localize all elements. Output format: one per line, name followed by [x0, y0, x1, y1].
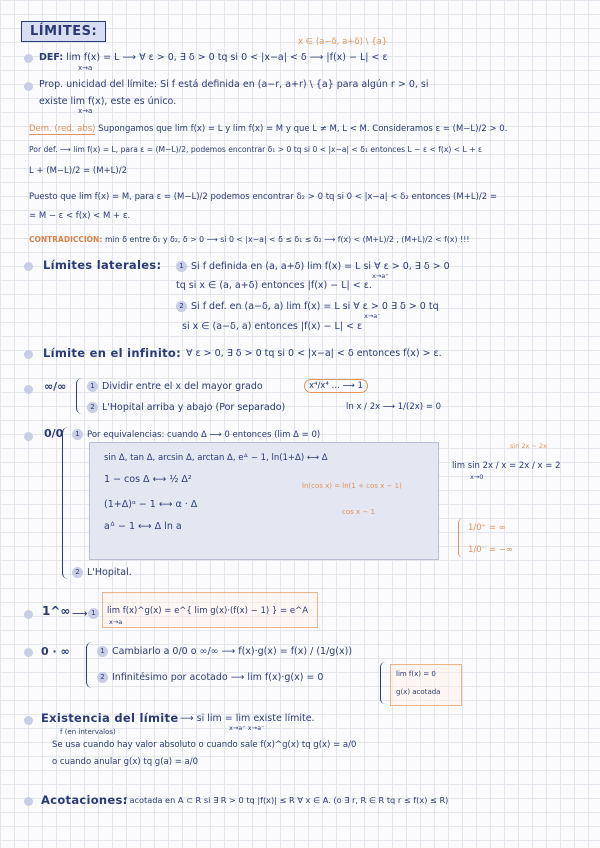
inf-inf-result1: x⁴/x⁴ … ⟶ 1 — [304, 379, 368, 393]
existencia-line2: Se usa cuando hay valor absoluto o cuando sale f(x)^g(x) tq g(x) = a/0 — [52, 740, 357, 750]
inf-inf-result2: ln x / 2x ⟶ 1/(2x) = 0 — [346, 402, 442, 412]
zero-inf-item1: Cambiarlo a 0/0 o ∞/∞ ⟶ f(x)·g(x) = f(x) / (1/g(x)) — [112, 646, 353, 657]
laterales-item2a: Si f def. en (a−δ, a) lim f(x) = L si ∀ ε > 0 ∃ δ > 0 tq — [191, 301, 439, 312]
one-inf-label: 1^∞ — [42, 604, 71, 618]
inf-inf-num-2: 2 — [87, 402, 98, 413]
laterales-item1b: tq si x ∈ (a, a+δ) entonces |f(x) − L| < ε. — [176, 280, 372, 291]
zero-zero-num-1: 1 — [72, 429, 83, 440]
laterales-num-1: 1 — [176, 261, 187, 272]
dem-line1: Supongamos que lim f(x) = L y lim f(x) = M y que L ≠ M, L < M. Consideramos ε = (M−L)/2 > 0. — [98, 124, 508, 134]
zero-zero-label: 0/0 — [44, 427, 64, 440]
zero-zero-brace — [62, 427, 69, 579]
one-inf-arrow: ⟶ — [72, 607, 88, 620]
prop-line2: existe lim f(x), este es único. — [39, 96, 177, 107]
zero-inf-num-2: 2 — [97, 672, 108, 683]
equiv-line1: sin Δ, tan Δ, arcsin Δ, arctan Δ, eᐞ − 1, ln(1+Δ) ⟷ Δ — [104, 453, 328, 463]
acotaciones-heading: Acotaciones: — [41, 793, 128, 807]
zero-inf-box-line1: lim f(x) = 0 — [396, 670, 436, 678]
laterales-num-2: 2 — [176, 301, 187, 312]
laterales-heading: Límites laterales: — [43, 258, 162, 272]
dem-label: Dem. (red. abs) — [29, 124, 96, 134]
existencia-line3: o cuando anular g(x) tq g(a) = a/0 — [52, 757, 199, 767]
zero-zero-item1: Por equivalencias: cuando Δ ⟶ 0 entonces (lim Δ = 0) — [87, 430, 321, 440]
acotaciones-bullet — [24, 797, 33, 806]
laterales-bullet — [24, 262, 33, 271]
right-sub: x→0 — [470, 473, 484, 481]
def-label: DEF: — [39, 52, 64, 63]
dem-line5: = M − ε < f(x) < M + ε. — [29, 211, 131, 221]
prop-bullet — [24, 82, 33, 91]
def-note: x ∈ (a−δ, a+δ) \ {a} — [298, 37, 388, 47]
inf-note1: 1/0⁺ = ∞ — [468, 523, 506, 533]
one-inf-sub: x→a — [109, 618, 123, 626]
inf-inf-item1: Dividir entre el x del mayor grado — [102, 381, 263, 392]
dem-line3: L + (M−L)/2 = (M+L)/2 — [29, 166, 127, 176]
zero-zero-bullet — [24, 432, 33, 441]
zero-inf-brace — [86, 642, 93, 688]
zero-inf-right-brace — [380, 662, 386, 704]
right-example: lim sin 2x / x = 2x / x = 2 — [452, 461, 561, 471]
zero-inf-label: 0 · ∞ — [41, 645, 70, 658]
def-sub: x→a — [78, 64, 93, 72]
zero-inf-item2: Infinitésimo por acotado ⟶ lim f(x)·g(x) = 0 — [112, 672, 324, 683]
zero-zero-num-2: 2 — [72, 567, 83, 578]
inf-inf-item2: L'Hopital arriba y abajo (Por separado) — [102, 402, 286, 413]
laterales-item1a: Si f definida en (a, a+δ) lim f(x) = L si ∀ ε > 0, ∃ δ > 0 — [191, 261, 450, 272]
prop-line1: Prop. unicidad del límite: Si f está definida en (a−r, a+r) \ {a} para algún r > 0, si — [39, 79, 429, 90]
equiv-line2: 1 − cos Δ ⟷ ½ Δ² — [104, 474, 192, 485]
inf-inf-num-1: 1 — [87, 381, 98, 392]
contradiction-label: CONTRADICCIÓN: — [29, 235, 103, 244]
existencia-bullet — [24, 716, 33, 725]
existencia-note: f (en intervalos) — [60, 728, 116, 736]
def-bullet — [24, 54, 33, 63]
one-inf-bullet — [24, 610, 33, 619]
zero-inf-bullet — [24, 648, 33, 657]
one-inf-num-1: 1 — [88, 608, 99, 619]
dem-line4: Puesto que lim f(x) = M, para ε = (M−L)/2 podemos encontrar δ₂ > 0 tq si 0 < |x−a| < δ₂ entonces (M+L)/2 = — [29, 192, 497, 202]
equiv-line4: aᐞ − 1 ⟷ Δ ln a — [104, 521, 182, 532]
acotaciones-text: f acotada en A ⊂ R si ∃ R > 0 tq |f(x)| ≤ R ∀ x ∈ A. (o ∃ r, R ∈ R tq r ≤ f(x) ≤ R) — [124, 795, 449, 805]
equiv-side1: ln(cos x) = ln(1 + cos x − 1) — [302, 482, 402, 490]
one-inf-formula: lim f(x)^g(x) = e^{ lim g(x)·(f(x) − 1) } = e^A — [107, 606, 309, 616]
existencia-text: ⟶ si lim = lim existe límite. — [180, 713, 315, 724]
equiv-line3: (1+Δ)ᵅ − 1 ⟷ α · Δ — [104, 499, 198, 510]
zero-inf-num-1: 1 — [97, 646, 108, 657]
existencia-heading: Existencia del límite — [41, 711, 179, 725]
right-note: sin 2x ∼ 2x — [510, 442, 547, 450]
equiv-side2: cos x − 1 — [342, 508, 375, 516]
dem-line2: Por def. ⟶ lim f(x) = L, para ε = (M−L)/2, podemos encontrar δ₁ > 0 tq si 0 < |x−a| < δ₁ entonces L − ε < f(x) < L + ε — [29, 145, 483, 154]
infinito-heading: Límite en el infinito: — [43, 346, 182, 360]
laterales-sub1: x→a⁺ — [372, 272, 389, 280]
zero-zero-item2: L'Hopital. — [87, 567, 132, 578]
laterales-item2b: si x ∈ (a−δ, a) entonces |f(x) − L| < ε — [182, 321, 363, 332]
prop-sub: x→a — [78, 107, 93, 115]
laterales-sub2: x→a⁻ — [364, 312, 381, 320]
infinito-text: ∀ ε > 0, ∃ δ > 0 tq si 0 < |x−a| < δ entonces f(x) > ε. — [186, 348, 442, 359]
inf-inf-label: ∞/∞ — [44, 380, 67, 393]
def-text: lim f(x) = L ⟶ ∀ ε > 0, ∃ δ > 0 tq si 0 < |x−a| < δ ⟶ |f(x) − L| < ε — [66, 52, 388, 63]
page-title: LÍMITES: — [21, 21, 106, 42]
inf-note2: 1/0⁻ = −∞ — [468, 545, 513, 555]
inf-inf-bullet — [24, 385, 33, 394]
infinito-bullet — [24, 350, 33, 359]
existencia-sub: x→a⁺ x→a⁻ — [229, 724, 265, 732]
contradiction-text: min δ entre δ₁ y δ₂, δ > 0 ⟶ si 0 < |x−a| < δ ≤ δ₁ ≤ δ₂ ⟶ f(x) < (M+L)/2 , (M+L)/2 < f(x) !!! — [105, 235, 470, 244]
inf-inf-brace — [76, 378, 83, 414]
zero-inf-box-line2: g(x) acotada — [396, 688, 441, 696]
orange-brace — [458, 518, 463, 558]
